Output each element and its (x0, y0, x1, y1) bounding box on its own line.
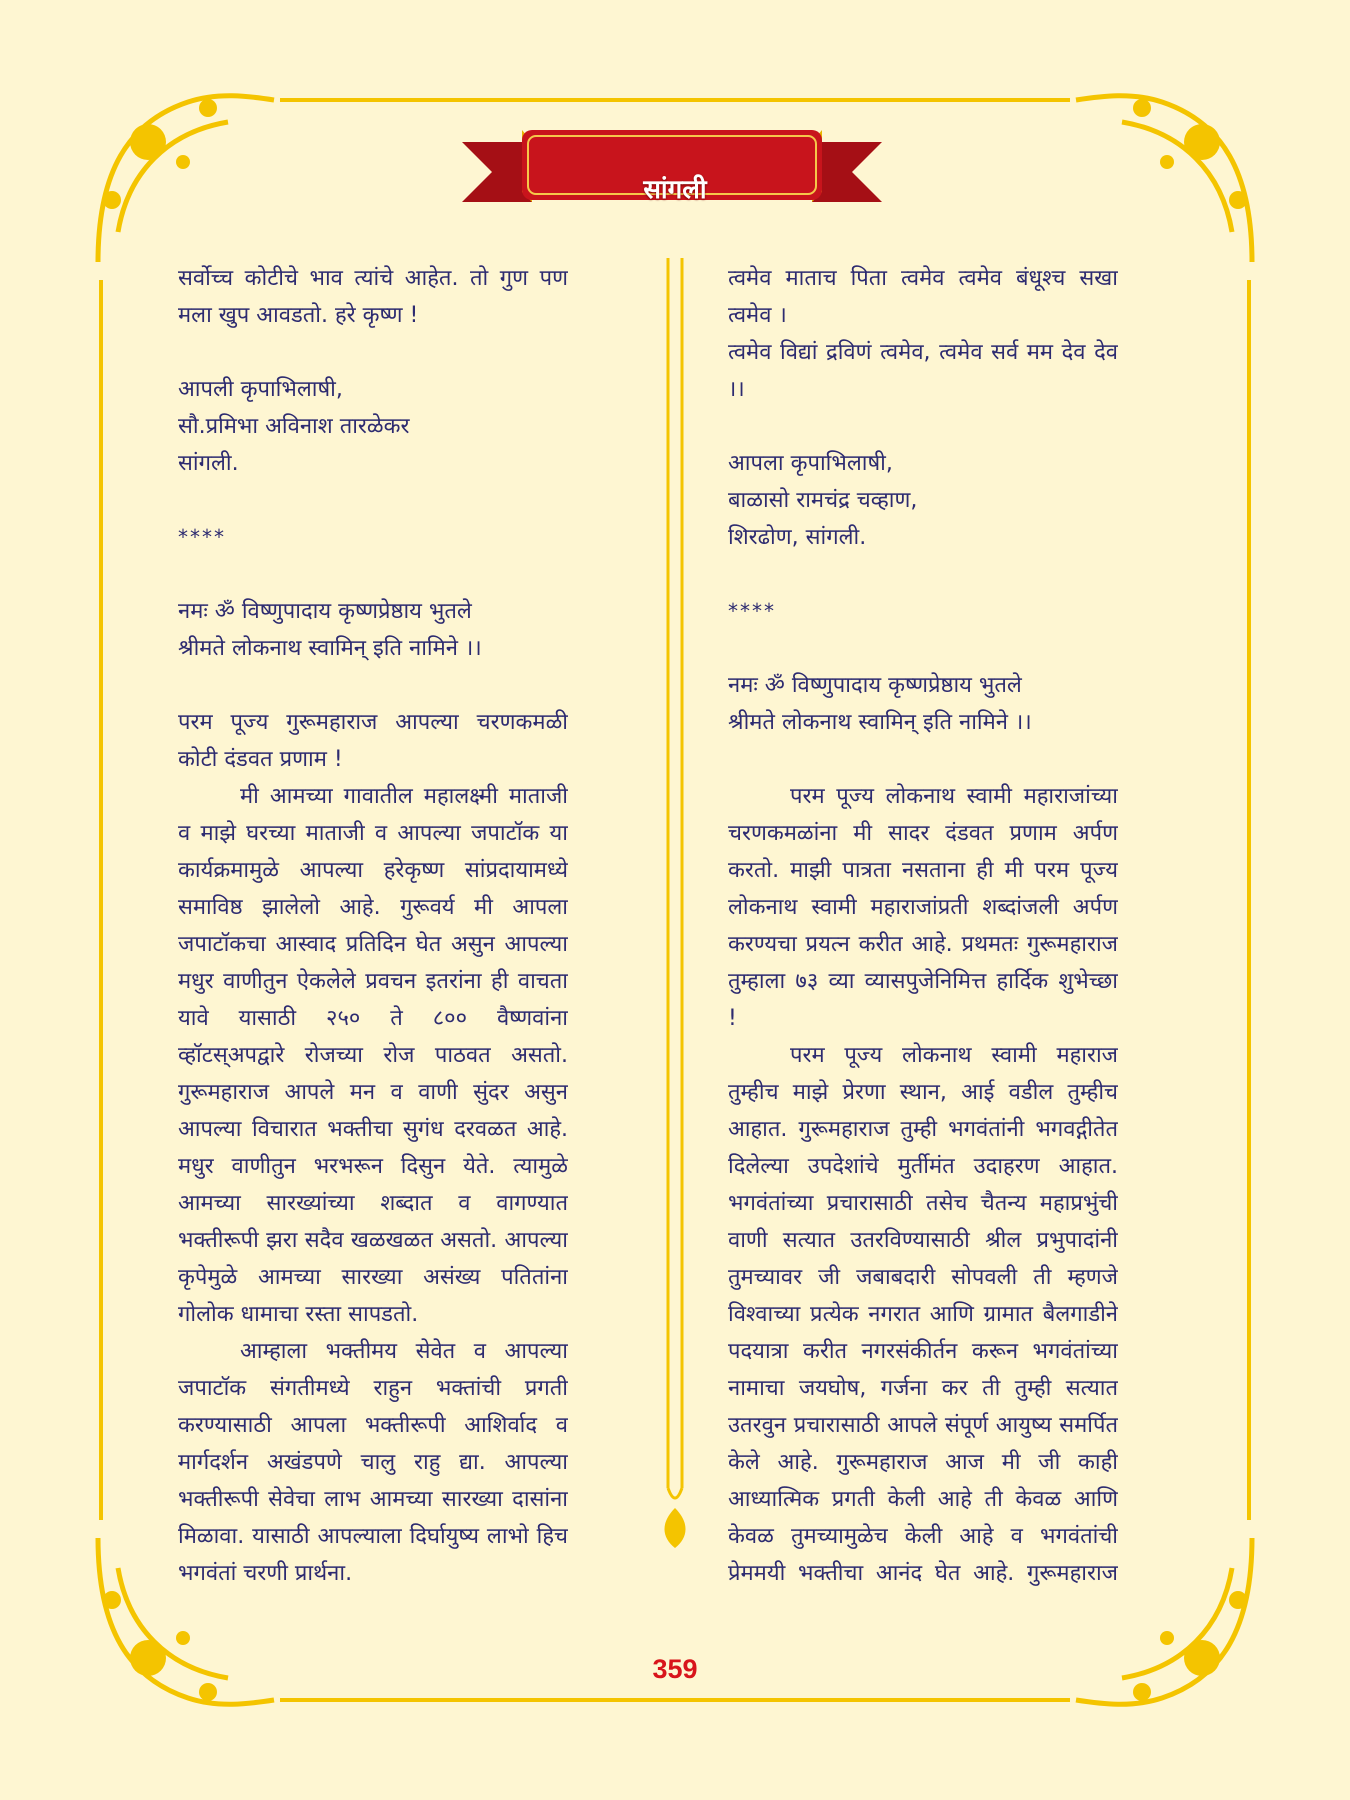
text-line: व माझे घरच्या माताजी व आपल्या जपाटॉक या (178, 821, 568, 846)
text-line: पदयात्रा करीत नगरसंकीर्तन करून भगवंतांच्या (728, 1339, 1118, 1364)
frame-left-line (99, 280, 103, 1520)
text-line: मला खुप आवडतो. हरे कृष्ण ! (178, 303, 419, 328)
page-title: सांगली (643, 175, 707, 205)
text-line: गुरूमहाराज आपले मन व वाणी सुंदर असुन (178, 1080, 568, 1105)
text-line: आध्यात्मिक प्रगती केली आहे ती केवळ आणि (728, 1487, 1118, 1512)
text-line: प्रेममयी भक्तीचा आनंद घेत आहे. गुरूमहाराज (728, 1561, 1118, 1586)
text-line: आपल्या विचारात भक्तीचा सुगंध दरवळत आहे. (178, 1117, 568, 1142)
text-line: मधुर वाणीतुन ऐकलेले प्रवचन इतरांना ही वाचता (178, 969, 568, 994)
text-line: त्वमेव विद्यां द्रविणं त्वमेव, त्वमेव सर्व मम देव देव (728, 340, 1118, 365)
text-line: मधुर वाणीतुन भरभरून दिसुन येते. त्यामुळे (178, 1154, 568, 1179)
text-line: दिलेल्या उपदेशांचे मुर्तीमंत उदाहरण आहात. (728, 1154, 1118, 1179)
text-line: गोलोक धामाचा रस्ता सापडतो. (178, 1302, 419, 1327)
text-line: बाळासो रामचंद्र चव्हाण, (728, 488, 918, 513)
text-line: कार्यक्रमामुळे आपल्या हरेकृष्ण सांप्रदायामध्ये (178, 858, 568, 883)
text-line: करण्यचा प्रयत्न करीत आहे. प्रथमतः गुरूमहाराज (728, 932, 1118, 957)
text-line: व्हॉटस्अपद्वारे रोजच्या रोज पाठवत असतो. (178, 1043, 568, 1068)
blank-line (178, 482, 568, 519)
text-line: भक्तीरूपी झरा सदैव खळखळत असतो. आपल्या (178, 1228, 568, 1253)
text-line: लोकनाथ स्वामी महाराजांप्रती शब्दांजली अर्पण (728, 895, 1118, 920)
text-line: कृपेमुळे आमच्या सारख्या असंख्य पतितांना (178, 1265, 568, 1290)
text-line: विश्वाच्या प्रत्येक नगरात आणि ग्रामात बैलगाडीने (728, 1302, 1118, 1327)
blank-line (728, 630, 1118, 667)
left-column (178, 260, 568, 1592)
text-line: कोटी दंडवत प्रणाम ! (178, 747, 343, 772)
frame-right-line (1247, 280, 1251, 1520)
frame-top-line (280, 98, 1070, 102)
text-line: यावे यासाठी २५० ते ८०० वैष्णवांना (178, 1006, 568, 1031)
text-line: आपली कृपाभिलाषी, (178, 377, 343, 402)
text-line: जपाटॉक संगतीमध्ये राहुन भक्तांची प्रगती (178, 1376, 568, 1401)
text-line: चरणकमळांना मी सादर दंडवत प्रणाम अर्पण (728, 821, 1118, 846)
text-line: ! (728, 1006, 737, 1031)
blank-line (728, 408, 1118, 445)
text-line: तुमच्यावर जी जबाबदारी सोपवली ती म्हणजे (728, 1265, 1118, 1290)
section-separator: **** (178, 525, 226, 549)
text-line: जपाटॉकचा आस्वाद प्रतिदिन घेत असुन आपल्या (178, 932, 568, 957)
text-line: केवळ तुमच्यामुळेच केली आहे व भगवंतांची (728, 1524, 1118, 1549)
text-line: उतरवुन प्रचारासाठी आपले संपूर्ण आयुष्य समर्पित (728, 1413, 1118, 1438)
column-divider (652, 258, 698, 1548)
text-line: नामाचा जयघोष, गर्जना कर ती तुम्ही सत्यात (728, 1376, 1118, 1401)
text-line: भक्तीरूपी सेवेचा लाभ आमच्या सारख्या दासांना (178, 1487, 568, 1512)
text-line: ।। (728, 377, 745, 402)
text-line: आम्हाला भक्तीमय सेवेत व आपल्या (240, 1339, 568, 1364)
text-line: त्वमेव । (728, 303, 787, 328)
blank-line (178, 667, 568, 704)
text-line: आपला कृपाभिलाषी, (728, 451, 893, 476)
blank-line (728, 741, 1118, 778)
text-line: श्रीमते लोकनाथ स्वामिन् इति नामिने ।। (728, 710, 1032, 735)
text-line: मी आमच्या गावातील महालक्ष्मी माताजी (240, 784, 568, 809)
text-line: मार्गदर्शन अखंडपणे चालु राहु द्या. आपल्या (178, 1450, 568, 1475)
blank-line (178, 556, 568, 593)
text-line: समाविष्ठ झालेलो आहे. गुरूवर्य मी आपला (178, 895, 568, 920)
text-line: शिरढोण, सांगली. (728, 525, 867, 550)
text-line: परम पूज्य लोकनाथ स्वामी महाराजांच्या (790, 784, 1118, 809)
text-line: मिळावा. यासाठी आपल्याला दिर्घायुष्य लाभो हिच (178, 1524, 568, 1549)
text-line: भगवंतांच्या प्रचारासाठी तसेच चैतन्य महाप्रभुंची (728, 1191, 1118, 1216)
text-line: केले आहे. गुरूमहाराज आज मी जी काही (728, 1450, 1118, 1475)
text-line: नमः ॐ विष्णुपादाय कृष्णप्रेष्ठाय भुतले (178, 599, 472, 624)
section-separator: **** (728, 599, 776, 623)
text-line: तुम्हीच माझे प्रेरणा स्थान, आई वडील तुम्हीच (728, 1080, 1118, 1105)
frame-bottom-line (280, 1698, 1070, 1702)
text-line: श्रीमते लोकनाथ स्वामिन् इति नामिने ।। (178, 636, 482, 661)
text-line: नमः ॐ विष्णुपादाय कृष्णप्रेष्ठाय भुतले (728, 673, 1022, 698)
text-line: तुम्हाला ७३ व्या व्यासपुजेनिमित्त हार्दिक शुभेच्छा (728, 969, 1118, 994)
text-line: आमच्या सारख्यांच्या शब्दात व वागण्यात (178, 1191, 568, 1216)
text-line: सर्वोच्च कोटीचे भाव त्यांचे आहेत. तो गुण पण (178, 266, 568, 291)
text-line: परम पूज्य लोकनाथ स्वामी महाराज (790, 1043, 1118, 1068)
text-line: त्वमेव माताच पिता त्वमेव त्वमेव बंधूश्च सखा (728, 266, 1118, 291)
text-line: भगवंतां चरणी प्रार्थना. (178, 1561, 353, 1586)
page-number: 359 (652, 1654, 698, 1684)
text-line: वाणी सत्यात उतरविण्यासाठी श्रील प्रभुपादांनी (728, 1228, 1118, 1253)
text-line: आहात. गुरूमहाराज तुम्ही भगवंतांनी भगवद्गीतेत (728, 1117, 1118, 1142)
blank-line (728, 556, 1118, 593)
right-column (728, 260, 1118, 1592)
text-line: करण्यासाठी आपला भक्तीरूपी आशिर्वाद व (178, 1413, 568, 1438)
text-line: करतो. माझी पात्रता नसताना ही मी परम पूज्य (728, 858, 1118, 883)
text-line: सांगली. (178, 451, 239, 476)
blank-line (178, 334, 568, 371)
text-line: सौ.प्रमिभा अविनाश तारळेकर (178, 414, 410, 439)
text-line: परम पूज्य गुरूमहाराज आपल्या चरणकमळी (178, 710, 568, 735)
